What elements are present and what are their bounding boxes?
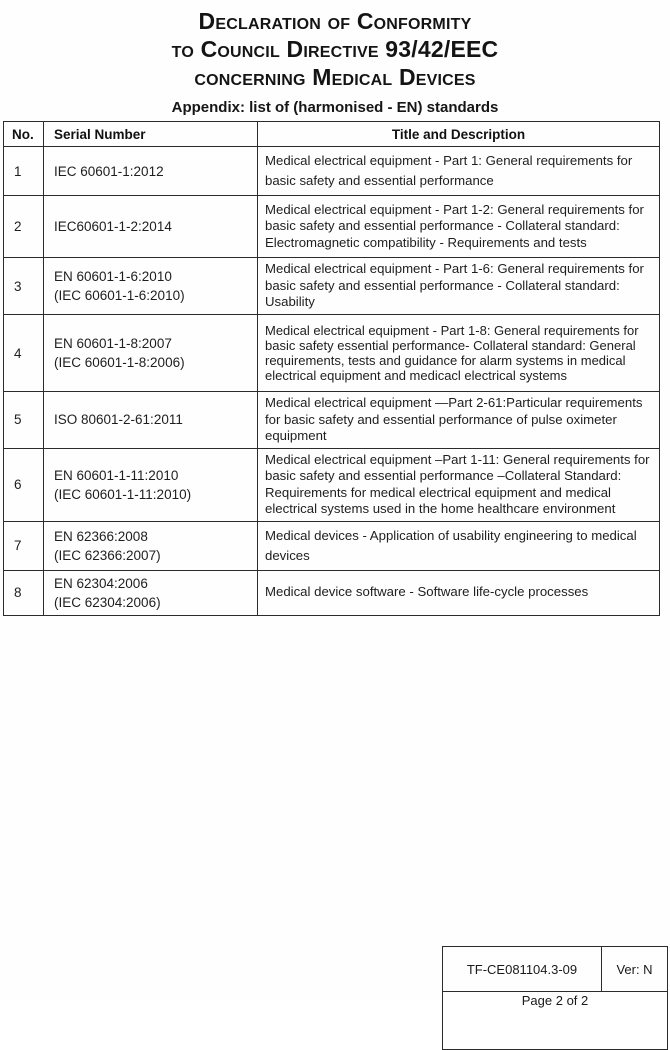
footer-row-1 bbox=[443, 947, 668, 992]
row-number-cell: 2 bbox=[4, 196, 44, 258]
standards-table-header bbox=[4, 122, 660, 147]
serial-number-cell bbox=[44, 521, 258, 570]
description-cell: Medical devices - Application of usability engineering to medical devices bbox=[258, 521, 660, 570]
serial-line: IEC 60601-1:2012 bbox=[54, 163, 164, 179]
document-title-line-1: Declaration of Conformity bbox=[198, 8, 472, 34]
standards-table-body bbox=[4, 147, 660, 616]
row-number-cell: 6 bbox=[4, 448, 44, 521]
document-title-line-3: concerning Medical Devices bbox=[194, 64, 476, 90]
description-cell: Medical electrical equipment —Part 2-61:Particular requirements for basic safety and essential performance of pulse oximeter equipment bbox=[258, 392, 660, 449]
row-number-cell: 3 bbox=[4, 258, 44, 315]
table-row bbox=[4, 147, 660, 196]
serial-line: EN 60601-1-6:2010 bbox=[54, 269, 172, 284]
row-number-cell: 5 bbox=[4, 392, 44, 449]
table-row bbox=[4, 521, 660, 570]
serial-line: (IEC 62304:2006) bbox=[54, 594, 161, 610]
row-number-cell: 1 bbox=[4, 147, 44, 196]
serial-number-cell bbox=[44, 196, 258, 258]
serial-number-cell bbox=[44, 258, 258, 315]
row-number-cell: 4 bbox=[4, 315, 44, 392]
column-header-no: No. bbox=[4, 122, 44, 147]
table-row bbox=[4, 258, 660, 315]
serial-line: (IEC 60601-1-8:2006) bbox=[54, 355, 185, 370]
serial-line: EN 60601-1-8:2007 bbox=[54, 336, 172, 351]
serial-line: (IEC 60601-1-6:2010) bbox=[54, 288, 185, 303]
serial-number-cell bbox=[44, 570, 258, 615]
table-row bbox=[4, 315, 660, 392]
description-cell: Medical electrical equipment –Part 1-11: General requirements for basic safety and essential performance –Collateral Standard: Requirements for medical electrical equipment and medical electrical systems used in the home healthcare environment bbox=[258, 448, 660, 521]
header-row bbox=[4, 122, 660, 147]
description-cell: Medical electrical equipment - Part 1: General requirements for basic safety and essential performance bbox=[258, 147, 660, 196]
serial-number-cell bbox=[44, 392, 258, 449]
table-row bbox=[4, 570, 660, 615]
row-number-cell: 8 bbox=[4, 570, 44, 615]
serial-line: ISO 80601-2-61:2011 bbox=[54, 412, 183, 428]
standards-table bbox=[3, 121, 660, 616]
table-row bbox=[4, 196, 660, 258]
description-cell: Medical electrical equipment - Part 1-2: General requirements for basic safety and essential performance - Collateral standard: Electromagnetic compatibility - Requirements and tests bbox=[258, 196, 660, 258]
serial-line: IEC60601-1-2:2014 bbox=[54, 219, 172, 234]
serial-line: EN 62366:2008 bbox=[54, 528, 148, 544]
footer-doc-table bbox=[442, 946, 668, 1050]
table-row bbox=[4, 392, 660, 449]
serial-line: EN 62304:2006 bbox=[54, 575, 148, 591]
serial-number-cell bbox=[44, 315, 258, 392]
table-row bbox=[4, 448, 660, 521]
serial-line: (IEC 62366:2007) bbox=[54, 547, 161, 563]
column-header-title-description: Title and Description bbox=[258, 122, 660, 147]
column-header-serial-number: Serial Number bbox=[44, 122, 258, 147]
description-cell: Medical electrical equipment - Part 1-8: General requirements for basic safety essential performance- Collateral standard: General requirements, tests and guidance for alarm systems in medical electrical equipment and medicacl electrical systems bbox=[258, 315, 660, 392]
version-cell: Ver: N bbox=[602, 947, 668, 992]
serial-line: EN 60601-1-11:2010 bbox=[54, 467, 179, 483]
appendix-subtitle: Appendix: list of (harmonised - EN) standards bbox=[171, 99, 499, 116]
footer-row-2 bbox=[443, 992, 668, 1050]
serial-number-cell bbox=[44, 147, 258, 196]
doc-number-cell: TF-CE081104.3-09 bbox=[443, 947, 602, 992]
description-cell: Medical device software - Software life-cycle processes bbox=[258, 570, 660, 615]
document-title bbox=[0, 7, 670, 91]
serial-number-cell bbox=[44, 448, 258, 521]
page-number-cell: Page 2 of 2 bbox=[443, 992, 668, 1050]
row-number-cell: 7 bbox=[4, 521, 44, 570]
description-cell: Medical electrical equipment - Part 1-6: General requirements for basic safety and essential performance - Collateral standard: Usability bbox=[258, 258, 660, 315]
serial-line: (IEC 60601-1-11:2010) bbox=[54, 486, 192, 502]
document-title-line-2: to Council Directive 93/42/EEC bbox=[171, 36, 499, 62]
